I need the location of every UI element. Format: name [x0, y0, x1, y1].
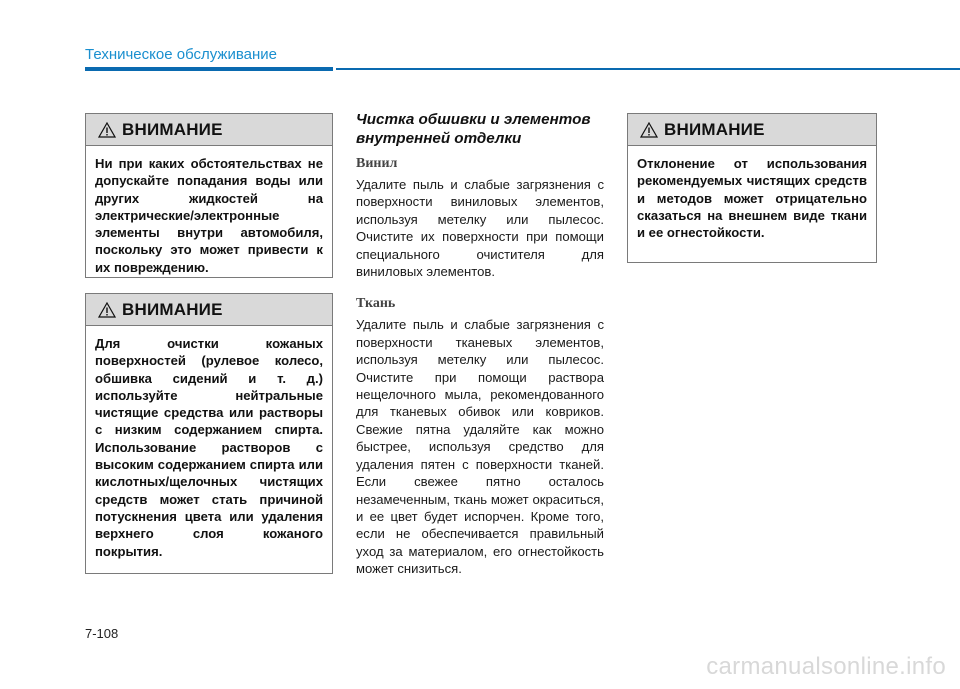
warning-title: ВНИМАНИЕ — [122, 299, 223, 319]
warning-triangle-icon — [98, 302, 116, 318]
warning-text: Отклонение от использования рекомендуемых чистящих средств и методов может отрицательно сказаться на внешнем виде ткани и ее огнестойкости. — [637, 156, 867, 241]
warning-text: Для очистки кожаных поверхностей (рулевое колесо, обшивка сидений и т. д.) используйте нейтральные чистящие средства или растворы с низким содержанием спирта. Использование растворов с высоким содержанием спирта или кислотных/щелочных чистящих средств может стать причиной потускнения цвета или удаления верхнего слоя кожаного покрытия. — [95, 336, 323, 559]
subsection-title-fabric: Ткань — [356, 296, 396, 312]
paragraph-fabric: Удалите пыль и слабые загрязнения с поверхности тканевых элементов, используя метелку или пылесос. Очистите при помощи раствора нещелочного мыла, рекомендованного для тканевых обивок или ковриков. Свежие пятна удаляйте как можно быстрее, используя средство для удаления пятен с поверхности тканей. Если свежее пятно осталось незамеченным, ткань может окраситься, и ее цвет будет испорчен. Кроме того, если не обеспечивается правильный уход за материалом, его огнестойкость может снизиться. — [356, 317, 604, 577]
warning-header — [86, 114, 332, 146]
warning-triangle-icon — [98, 122, 116, 138]
watermark: carmanualsonline.info — [706, 653, 946, 680]
warning-box-leather — [85, 293, 333, 574]
warning-title: ВНИМАНИЕ — [664, 119, 765, 139]
header-rule — [336, 68, 960, 70]
warning-header — [86, 294, 332, 326]
warning-box-water — [85, 113, 333, 278]
warning-triangle-icon — [640, 122, 658, 138]
warning-box-cleaners — [627, 113, 877, 263]
section-title: Чистка обшивки и элементов внутренней отделки — [356, 111, 591, 147]
warning-title: ВНИМАНИЕ — [122, 119, 223, 139]
paragraph-vinyl: Удалите пыль и слабые загрязнения с поверхности виниловых элементов, используя метелку или пылесос. Очистите их поверхности при помощи специального очистителя для виниловых элементов. — [356, 177, 604, 280]
section-header-title: Техническое обслуживание — [85, 46, 277, 63]
main-column — [356, 110, 604, 578]
header-accent-bar — [85, 67, 333, 71]
warning-text: Ни при каких обстоятельствах не допускайте попадания воды или других жидкостей на электрические/электронные элементы внутри автомобиля, поскольку это может привести к их повреждению. — [95, 156, 323, 275]
page-number: 7-108 — [85, 626, 119, 641]
warning-header — [628, 114, 876, 146]
subsection-title-vinyl: Винил — [356, 156, 398, 171]
